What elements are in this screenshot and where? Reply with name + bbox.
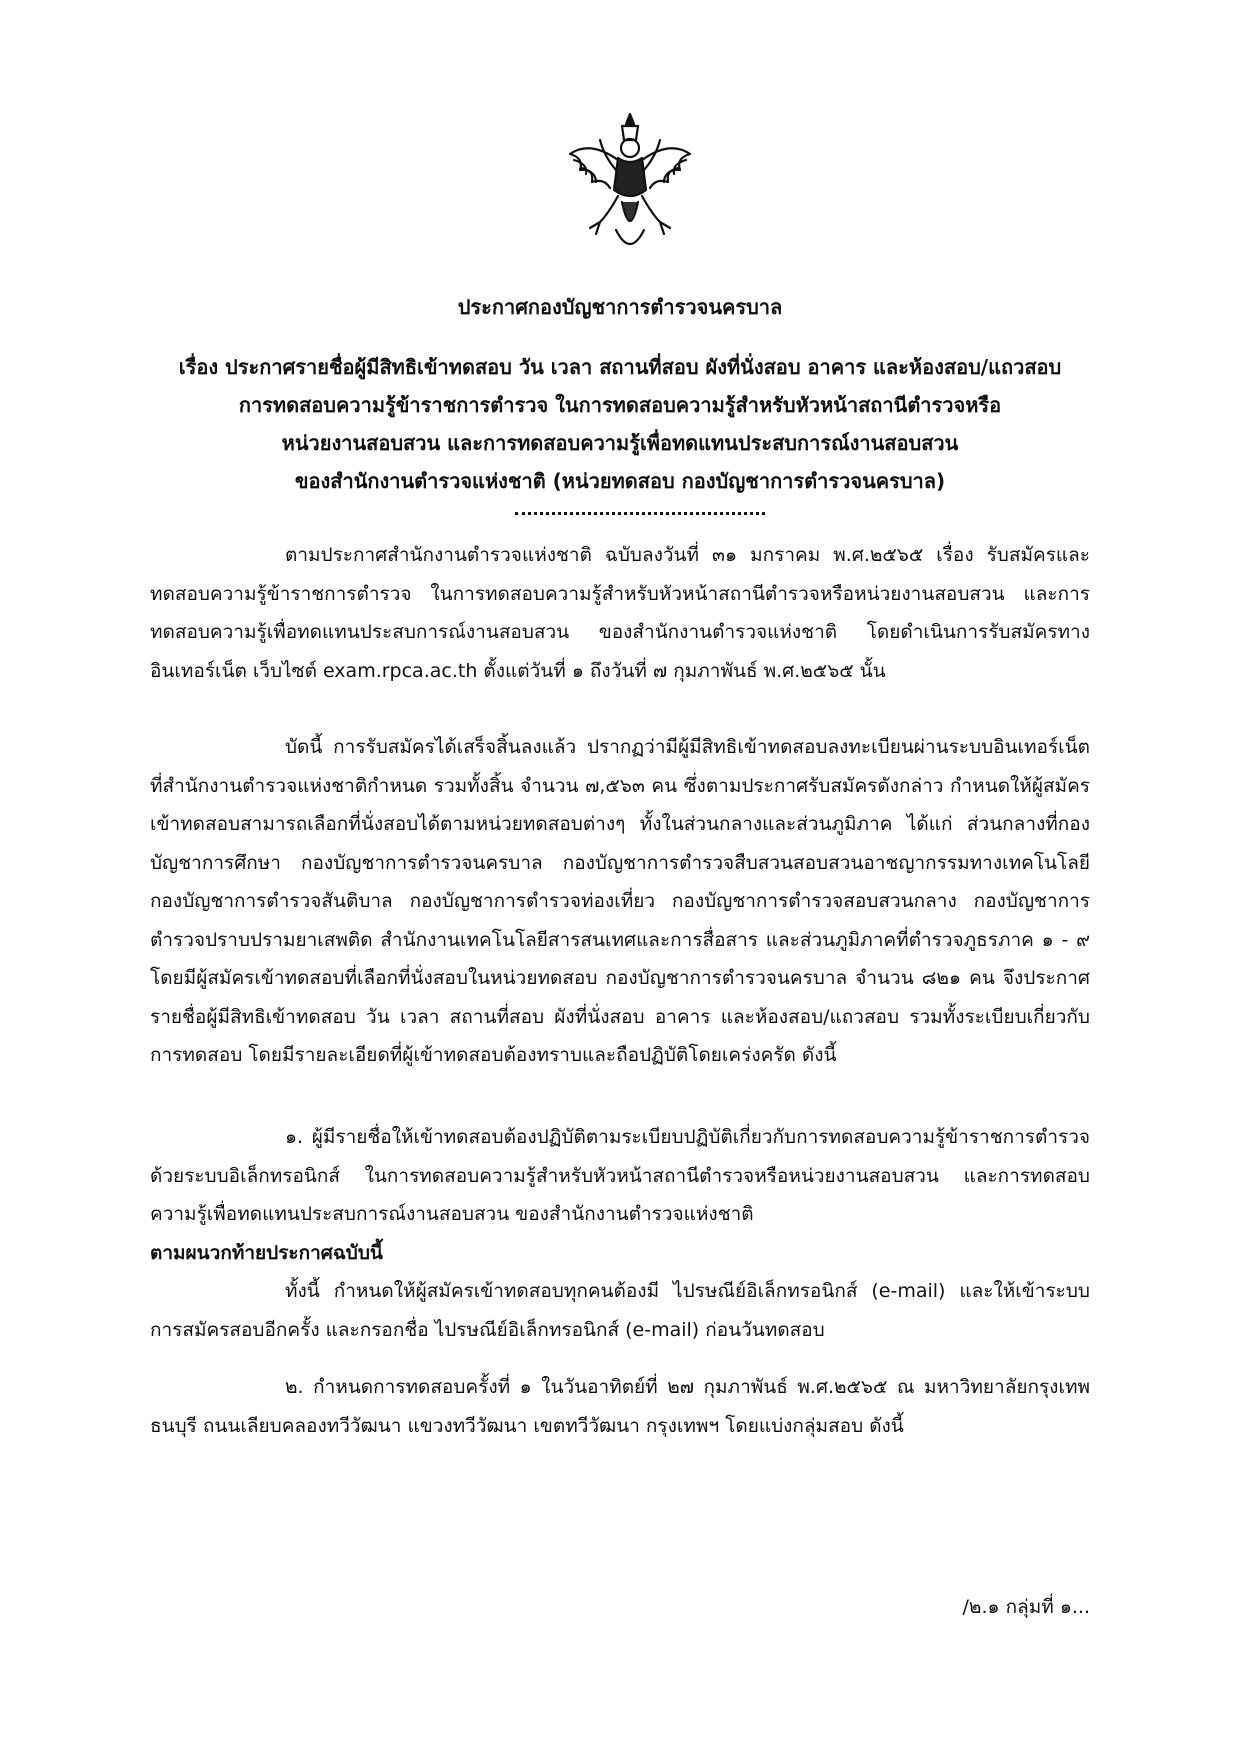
subject-line: ของสำนักงานตำรวจแห่งชาติ (หน่วยทดสอบ กองบัญชาการตำรวจนครบาล) — [294, 469, 946, 493]
item-1-text: ๑. ผู้มีรายชื่อให้เข้าทดสอบต้องปฏิบัติตามระเบียบปฏิบัติเกี่ยวกับการทดสอบความรู้ข้าราชการตำรวจด้วยระบบอิเล็กทรอนิกส์ ในการทดสอบความรู้สำหรับหัวหน้าสถานีตำรวจหรือหน่วยงานสอบสวน และการทดสอบความรู้เพื่อทดแทนประสบการณ์งานสอบสวน ของสำนักงานตำรวจแห่งชาติ — [150, 1126, 1090, 1225]
dotted-divider — [515, 508, 765, 515]
subject-line: การทดสอบความรู้ข้าราชการตำรวจ ในการทดสอบความรู้สำหรับหัวหน้าสถานีตำรวจหรือ — [238, 393, 1002, 417]
paragraph-item-1 — [150, 1118, 1090, 1272]
paragraph-item-2: ๒. กำหนดการทดสอบครั้งที่ ๑ ในวันอาทิตย์ที่ ๒๗ กุมภาพันธ์ พ.ศ.๒๕๖๕ ณ มหาวิทยาลัยกรุงเทพธนบุรี ถนนเลียบคลองทวีวัฒนา แขวงทวีวัฒนา เขตทวีวัฒนา กรุงเทพฯ โดยแบ่งกลุ่มสอบ ดังนี้ — [150, 1376, 1090, 1437]
document-subject — [150, 348, 1090, 500]
paragraph-announcement: บัดนี้ การรับสมัครได้เสร็จสิ้นลงแล้ว ปรากฏว่ามีผู้มีสิทธิเข้าทดสอบลงทะเบียนผ่านระบบอินเทอร์เน็ต ที่สำนักงานตำรวจแห่งชาติกำหนด รวมทั้งสิ้น จำนวน ๗,๕๖๓ คน ซึ่งตามประกาศรับสมัครดังกล่าว กำหนดให้ผู้สมัครเข้าทดสอบสามารถเลือกที่นั่งสอบได้ตามหน่วยทดสอบต่างๆ ทั้งในส่วนกลางและส่วนภูมิภาค ได้แก่ ส่วนกลางที่กองบัญชาการศึกษา กองบัญชาการตำรวจนครบาล กองบัญชาการตำรวจสืบสวนสอบสวนอาชญากรรมทางเทคโนโลยี กองบัญชาการตำรวจสันติบาล กองบัญชาการตำรวจท่องเที่ยว กองบัญชาการตำรวจสอบสวนกลาง กองบัญชาการตำรวจปราบปรามยาเสพติด สำนักงานเทคโนโลยีสารสนเทศและการสื่อสาร และส่วนภูมิภาคที่ตำรวจภูธรภาค ๑ - ๙ โดยมีผู้สมัครเข้าทดสอบที่เลือกที่นั่งสอบในหน่วยทดสอบ กองบัญชาการตำรวจนครบาล จำนวน ๘๒๑ คน จึงประกาศรายชื่อผู้มีสิทธิเข้าทดสอบ วัน เวลา สถานที่สอบ ผังที่นั่งสอบ อาคาร และห้องสอบ/แถวสอบ รวมทั้งระเบียบเกี่ยวกับการทดสอบ โดยมีรายละเอียดที่ผู้เข้าทดสอบต้องทราบและถือปฏิบัติโดยเคร่งครัด ดังนี้ — [150, 736, 1090, 1066]
subject-line: หน่วยงานสอบสวน และการทดสอบความรู้เพื่อทดแทนประสบการณ์งานสอบสวน — [281, 431, 959, 455]
continuation-note: /๒.๑ กลุ่มที่ ๑... — [962, 1596, 1090, 1618]
document-title: ประกาศกองบัญชาการตำรวจนครบาล — [457, 295, 783, 319]
garuda-emblem-icon — [560, 110, 700, 260]
item-1-annex-reference: ตามผนวกท้ายประกาศฉบับนี้ — [150, 1241, 383, 1264]
paragraph-email-requirement: ทั้งนี้ กำหนดให้ผู้สมัครเข้าทดสอบทุกคนต้องมี ไปรษณีย์อิเล็กทรอนิกส์ (e-mail) และให้เข้าระบบการสมัครสอบอีกครั้ง และกรอกชื่อ ไปรษณีย์อิเล็กทรอนิกส์ (e-mail) ก่อนวันทดสอบ — [150, 1280, 1090, 1341]
paragraph-reference: ตามประกาศสำนักงานตำรวจแห่งชาติ ฉบับลงวันที่ ๓๑ มกราคม พ.ศ.๒๕๖๕ เรื่อง รับสมัครและทดสอบความรู้ข้าราชการตำรวจ ในการทดสอบความรู้สำหรับหัวหน้าสถานีตำรวจหรือหน่วยงานสอบสวน และการทดสอบความรู้เพื่อทดแทนประสบการณ์งานสอบสวน ของสำนักงานตำรวจแห่งชาติ โดยดำเนินการรับสมัครทางอินเทอร์เน็ต เว็บไซต์ exam.rpca.ac.th ตั้งแต่วันที่ ๑ ถึงวันที่ ๗ กุมภาพันธ์ พ.ศ.๒๕๖๕ นั้น — [150, 544, 1090, 682]
subject-line: เรื่อง ประกาศรายชื่อผู้มีสิทธิเข้าทดสอบ วัน เวลา สถานที่สอบ ผังที่นั่งสอบ อาคาร และห้องสอบ/แถวสอบ — [178, 355, 1062, 379]
